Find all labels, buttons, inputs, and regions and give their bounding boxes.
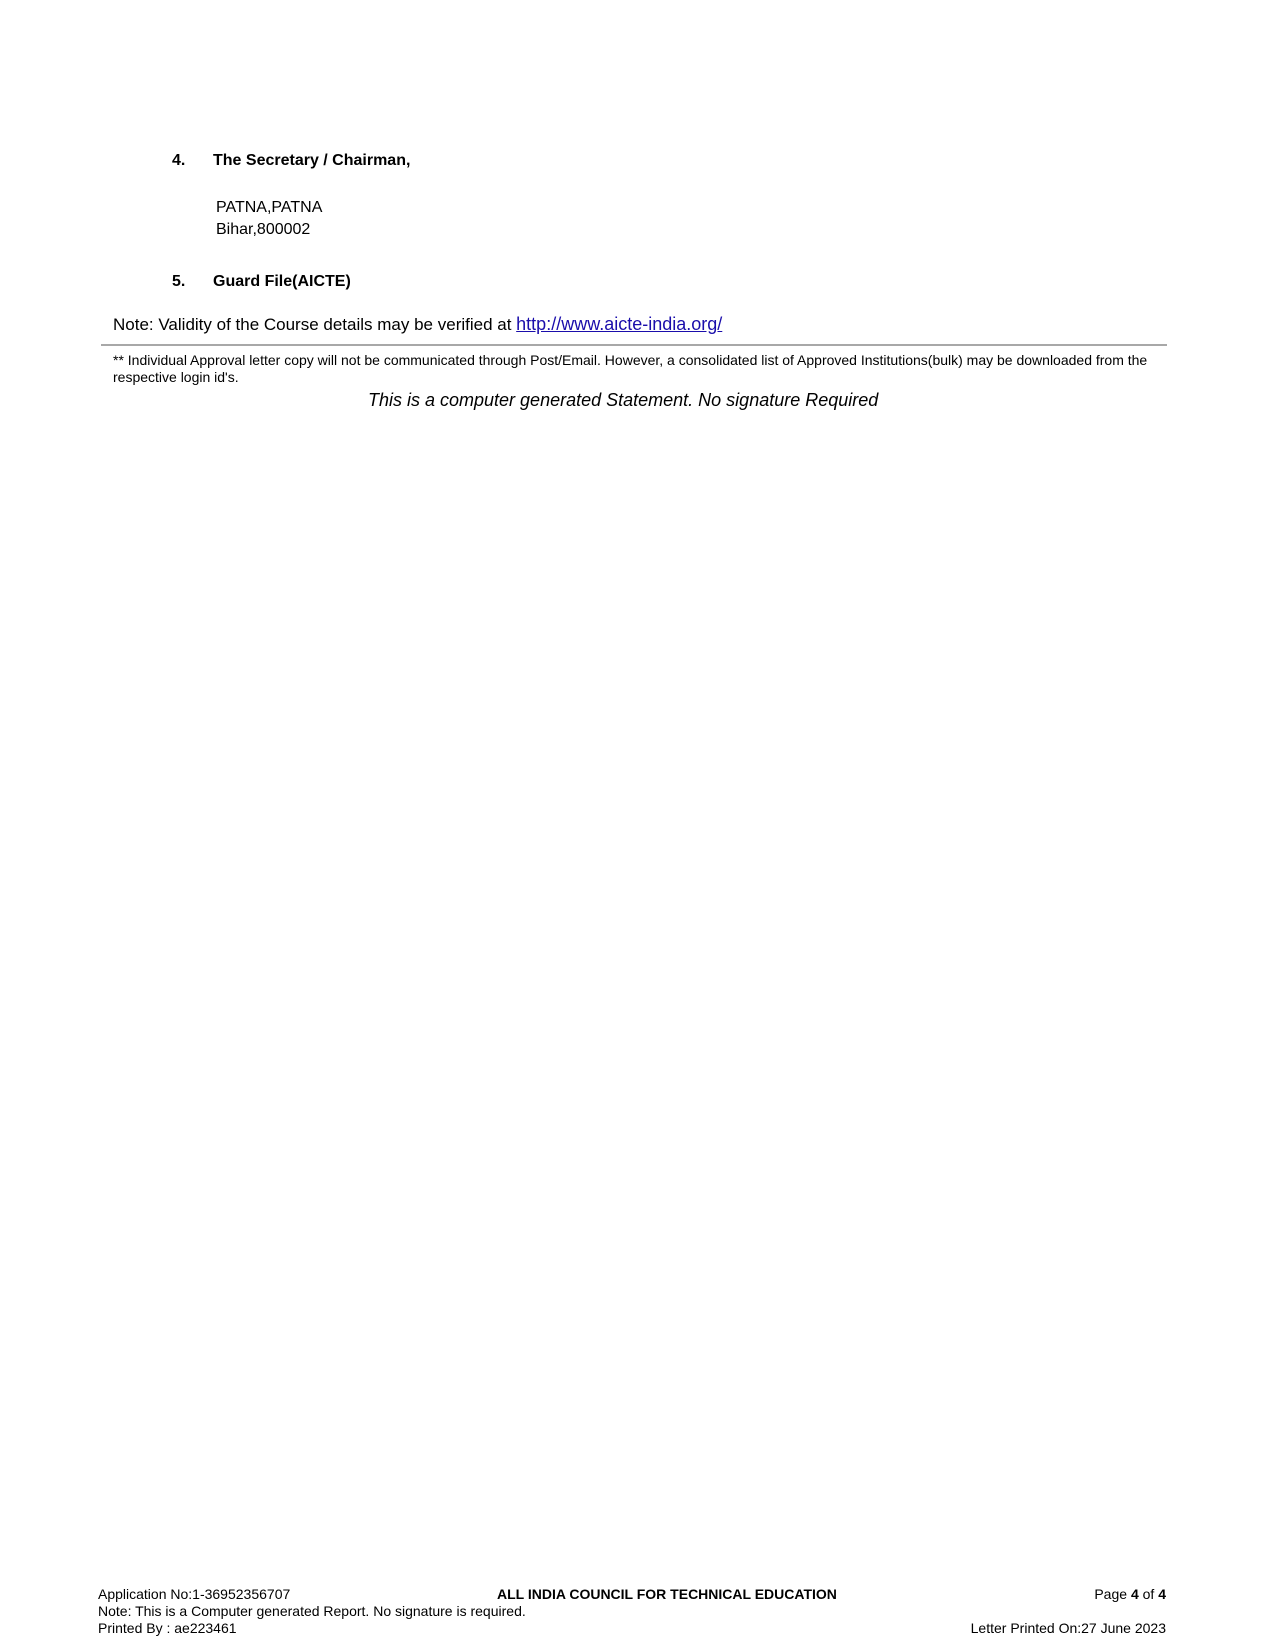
council-name: ALL INDIA COUNCIL FOR TECHNICAL EDUCATION — [497, 1586, 837, 1602]
page-indicator — [1094, 1586, 1166, 1602]
recipient-address-line1: PATNA,PATNA — [216, 199, 323, 216]
recipient-address-line2: Bihar,800002 — [216, 221, 311, 238]
approval-fine-print: ** Individual Approval letter copy will not be communicated through Post/Email. However, a consolidated list of Approved Institutions(bulk) may be downloaded from the respective login id's. — [113, 352, 1148, 385]
page-total: 4 — [1158, 1586, 1166, 1602]
printed-on-date: Letter Printed On:27 June 2023 — [970, 1620, 1166, 1636]
validity-note-text: Note: Validity of the Course details may be verified at — [113, 315, 517, 334]
recipient-title: The Secretary / Chairman, — [213, 152, 411, 169]
recipient-number: 4. — [172, 152, 186, 169]
computer-generated-statement: This is a computer generated Statement. No signature Required — [368, 390, 879, 410]
aicte-website-link[interactable]: http://www.aicte-india.org/ — [516, 314, 723, 334]
printed-by: Printed By : ae223461 — [98, 1620, 237, 1636]
recipient-number: 5. — [172, 273, 186, 290]
validity-note — [113, 314, 722, 335]
page-current: 4 — [1130, 1586, 1139, 1602]
divider — [101, 344, 1167, 346]
recipient-title: Guard File(AICTE) — [213, 273, 351, 290]
page-of: of — [1138, 1586, 1159, 1602]
page-prefix: Page — [1094, 1586, 1131, 1602]
report-note: Note: This is a Computer generated Report. No signature is required. — [98, 1603, 526, 1619]
application-number: Application No:1-36952356707 — [98, 1586, 291, 1602]
